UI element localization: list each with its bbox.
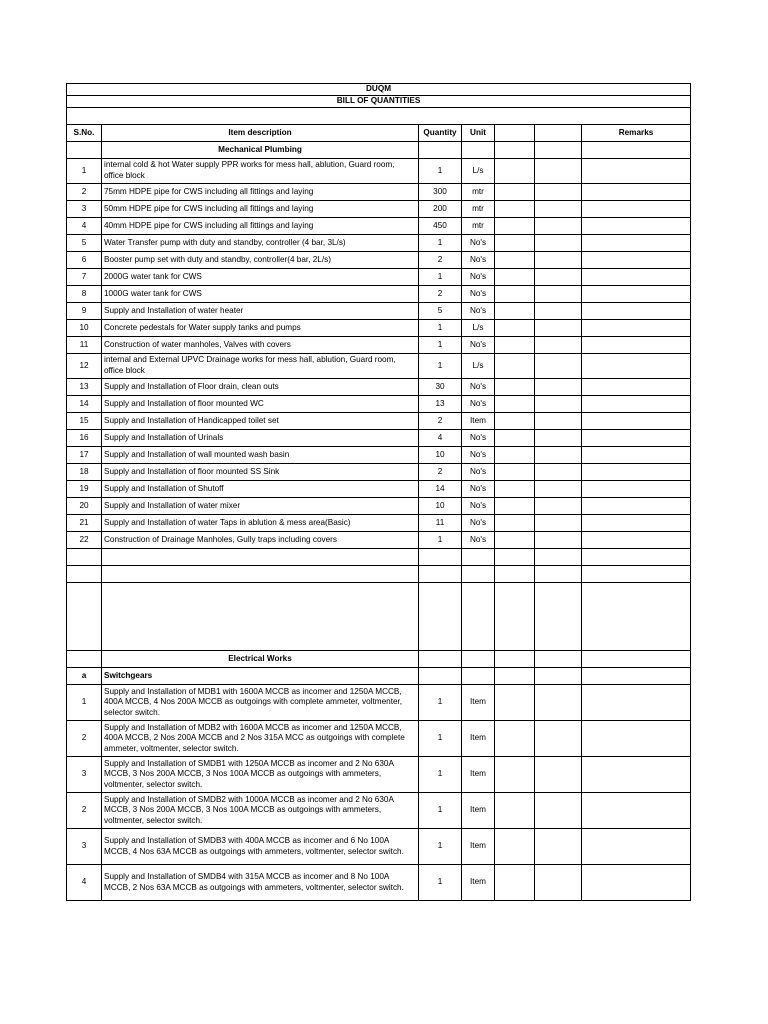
- table-row: [67, 337, 691, 354]
- row-remarks: [582, 218, 691, 235]
- row-empty-cell: [495, 252, 535, 269]
- row-unit: No's: [462, 379, 495, 396]
- row-empty-cell: [535, 685, 582, 721]
- table-row: [67, 252, 691, 269]
- row-unit: mtr: [462, 218, 495, 235]
- row-sno: 9: [67, 303, 102, 320]
- row-unit: L/s: [462, 159, 495, 184]
- row-description: 50mm HDPE pipe for CWS including all fittings and laying: [102, 201, 419, 218]
- table-row: [67, 286, 691, 303]
- row-sno: 10: [67, 320, 102, 337]
- row-empty-cell: [495, 430, 535, 447]
- row-empty-cell: [535, 354, 582, 379]
- row-remarks: [582, 413, 691, 430]
- row-remarks: [582, 269, 691, 286]
- row-empty-cell: [535, 721, 582, 757]
- row-quantity: 11: [419, 515, 462, 532]
- row-remarks: [582, 447, 691, 464]
- row-empty-cell: [535, 396, 582, 413]
- section-heading-row: [67, 651, 691, 668]
- row-unit: Item: [462, 721, 495, 757]
- row-sno: 3: [67, 829, 102, 865]
- row-remarks: [582, 396, 691, 413]
- row-description: Supply and Installation of water mixer: [102, 498, 419, 515]
- row-empty-cell: [535, 303, 582, 320]
- table-row: [67, 515, 691, 532]
- row-description: Supply and Installation of Floor drain, clean outs: [102, 379, 419, 396]
- row-unit: No's: [462, 532, 495, 549]
- table-row: [67, 685, 691, 721]
- row-empty-cell: [495, 447, 535, 464]
- section-heading-electrical: Electrical Works: [102, 651, 419, 668]
- table-row: [67, 184, 691, 201]
- row-quantity: 1: [419, 532, 462, 549]
- row-remarks: [582, 337, 691, 354]
- row-sno: 1: [67, 685, 102, 721]
- row-empty-cell: [535, 235, 582, 252]
- row-unit: No's: [462, 498, 495, 515]
- row-empty-cell: [535, 159, 582, 184]
- empty-row: [67, 549, 691, 566]
- row-unit: No's: [462, 303, 495, 320]
- row-quantity: 1: [419, 235, 462, 252]
- table-row: [67, 379, 691, 396]
- row-empty-cell: [495, 201, 535, 218]
- row-remarks: [582, 793, 691, 829]
- row-sno: 11: [67, 337, 102, 354]
- title-row: [67, 84, 691, 96]
- subsection-sno: a: [67, 668, 102, 685]
- row-description: Supply and Installation of Urinals: [102, 430, 419, 447]
- row-empty-cell: [535, 184, 582, 201]
- row-empty-cell: [535, 269, 582, 286]
- row-description: Booster pump set with duty and standby, controller(4 bar, 2L/s): [102, 252, 419, 269]
- row-quantity: 5: [419, 303, 462, 320]
- row-remarks: [582, 354, 691, 379]
- row-description: Construction of water manholes, Valves with covers: [102, 337, 419, 354]
- row-empty-cell: [535, 481, 582, 498]
- row-empty-cell: [535, 379, 582, 396]
- row-quantity: 1: [419, 721, 462, 757]
- row-remarks: [582, 865, 691, 901]
- row-description: internal cold & hot Water supply PPR works for mess hall, ablution, Guard room, office block: [102, 159, 419, 184]
- row-sno: 12: [67, 354, 102, 379]
- row-empty-cell: [495, 235, 535, 252]
- row-remarks: [582, 829, 691, 865]
- empty-row: [67, 566, 691, 583]
- column-header-row: [67, 125, 691, 142]
- row-remarks: [582, 159, 691, 184]
- row-remarks: [582, 201, 691, 218]
- row-quantity: 2: [419, 252, 462, 269]
- row-empty-cell: [495, 865, 535, 901]
- row-unit: No's: [462, 337, 495, 354]
- row-empty-cell: [535, 757, 582, 793]
- table-row: [67, 430, 691, 447]
- row-description: Concrete pedestals for Water supply tanks and pumps: [102, 320, 419, 337]
- row-unit: Item: [462, 757, 495, 793]
- row-remarks: [582, 303, 691, 320]
- table-row: [67, 201, 691, 218]
- section-heading-mechanical: Mechanical Plumbing: [102, 142, 419, 159]
- row-unit: No's: [462, 481, 495, 498]
- row-empty-cell: [495, 481, 535, 498]
- row-description: 2000G water tank for CWS: [102, 269, 419, 286]
- row-empty-cell: [495, 685, 535, 721]
- row-unit: No's: [462, 252, 495, 269]
- row-sno: 17: [67, 447, 102, 464]
- row-empty-cell: [535, 286, 582, 303]
- table-row: [67, 218, 691, 235]
- row-unit: Item: [462, 865, 495, 901]
- row-description: Supply and Installation of Shutoff: [102, 481, 419, 498]
- row-description: Supply and Installation of SMDB3 with 400A MCCB as incomer and 6 No 100A MCCB, 4 Nos 63A MCCB as outgoings with ammeters, voltmenter, selector switch.: [102, 829, 419, 865]
- table-row: [67, 303, 691, 320]
- row-empty-cell: [495, 303, 535, 320]
- row-empty-cell: [535, 532, 582, 549]
- table-row: [67, 464, 691, 481]
- row-quantity: 450: [419, 218, 462, 235]
- table-row: [67, 269, 691, 286]
- table-row: [67, 793, 691, 829]
- row-quantity: 1: [419, 354, 462, 379]
- row-quantity: 14: [419, 481, 462, 498]
- row-unit: L/s: [462, 354, 495, 379]
- row-empty-cell: [495, 757, 535, 793]
- header-quantity: Quantity: [419, 125, 462, 142]
- row-empty-cell: [495, 413, 535, 430]
- row-sno: 3: [67, 201, 102, 218]
- row-empty-cell: [535, 447, 582, 464]
- row-empty-cell: [495, 464, 535, 481]
- row-remarks: [582, 184, 691, 201]
- row-quantity: 10: [419, 447, 462, 464]
- table-row: [67, 532, 691, 549]
- row-description: Supply and Installation of SMDB4 with 315A MCCB as incomer and 8 No 100A MCCB, 2 Nos 63A MCCB as outgoings with ammeters, voltmenter, selector switch.: [102, 865, 419, 901]
- row-sno: 4: [67, 865, 102, 901]
- row-description: Supply and Installation of floor mounted SS Sink: [102, 464, 419, 481]
- row-quantity: 300: [419, 184, 462, 201]
- table-row: [67, 498, 691, 515]
- header-item-description: Item description: [102, 125, 419, 142]
- row-sno: 14: [67, 396, 102, 413]
- row-empty-cell: [535, 515, 582, 532]
- row-empty-cell: [495, 269, 535, 286]
- table-row: [67, 320, 691, 337]
- row-unit: Item: [462, 413, 495, 430]
- row-sno: 8: [67, 286, 102, 303]
- row-empty-cell: [535, 320, 582, 337]
- row-description: Supply and Installation of MDB2 with 1600A MCCB as incomer and 1250A MCCB, 400A MCCB, 2 Nos 200A MCCB and 2 Nos 315A MCC as outgoings with complete ammeter, voltmenter, selector switch.: [102, 721, 419, 757]
- row-quantity: 200: [419, 201, 462, 218]
- row-empty-cell: [495, 159, 535, 184]
- row-sno: 1: [67, 159, 102, 184]
- document-title: DUQM: [67, 84, 691, 96]
- row-remarks: [582, 481, 691, 498]
- row-empty-cell: [495, 184, 535, 201]
- row-description: Supply and Installation of floor mounted WC: [102, 396, 419, 413]
- row-remarks: [582, 532, 691, 549]
- row-empty-cell: [535, 793, 582, 829]
- row-description: internal and External UPVC Drainage works for mess hall, ablution, Guard room, office block: [102, 354, 419, 379]
- row-sno: 16: [67, 430, 102, 447]
- row-empty-cell: [495, 379, 535, 396]
- row-unit: No's: [462, 396, 495, 413]
- row-description: Supply and Installation of water heater: [102, 303, 419, 320]
- row-empty-cell: [535, 464, 582, 481]
- row-remarks: [582, 464, 691, 481]
- boq-sheet: [66, 83, 690, 901]
- row-unit: mtr: [462, 201, 495, 218]
- header-sno: S.No.: [67, 125, 102, 142]
- row-empty-cell: [495, 793, 535, 829]
- row-sno: 5: [67, 235, 102, 252]
- row-unit: No's: [462, 235, 495, 252]
- row-sno: 22: [67, 532, 102, 549]
- table-row: [67, 396, 691, 413]
- row-sno: 2: [67, 184, 102, 201]
- row-remarks: [582, 498, 691, 515]
- table-row: [67, 721, 691, 757]
- row-empty-cell: [535, 413, 582, 430]
- row-empty-cell: [495, 721, 535, 757]
- subsection-row: [67, 668, 691, 685]
- row-empty-cell: [495, 498, 535, 515]
- row-empty-cell: [495, 515, 535, 532]
- row-unit: No's: [462, 515, 495, 532]
- row-empty-cell: [495, 532, 535, 549]
- row-remarks: [582, 320, 691, 337]
- row-unit: No's: [462, 464, 495, 481]
- row-unit: No's: [462, 269, 495, 286]
- row-empty-cell: [495, 337, 535, 354]
- row-quantity: 1: [419, 829, 462, 865]
- row-remarks: [582, 286, 691, 303]
- row-quantity: 13: [419, 396, 462, 413]
- row-quantity: 30: [419, 379, 462, 396]
- spacer-row: [67, 108, 691, 125]
- row-quantity: 1: [419, 793, 462, 829]
- row-quantity: 1: [419, 865, 462, 901]
- header-unit: Unit: [462, 125, 495, 142]
- row-description: Supply and Installation of MDB1 with 1600A MCCB as incomer and 1250A MCCB, 400A MCCB, 4 Nos 200A MCCB as outgoings with complete ammeter, voltmenter, selector switch.: [102, 685, 419, 721]
- row-empty-cell: [535, 430, 582, 447]
- row-quantity: 2: [419, 464, 462, 481]
- table-row: [67, 235, 691, 252]
- table-row: [67, 865, 691, 901]
- row-unit: Item: [462, 793, 495, 829]
- row-sno: 6: [67, 252, 102, 269]
- row-sno: 3: [67, 757, 102, 793]
- row-description: Supply and Installation of SMDB1 with 1250A MCCB as incomer and 2 No 630A MCCB, 3 Nos 200A MCCB, 3 Nos 100A MCCB as outgoings with ammeters, voltmenter, selector switch.: [102, 757, 419, 793]
- row-empty-cell: [535, 865, 582, 901]
- row-quantity: 2: [419, 286, 462, 303]
- row-empty-cell: [535, 252, 582, 269]
- row-description: Water Transfer pump with duty and standby, controller (4 bar, 3L/s): [102, 235, 419, 252]
- row-empty-cell: [495, 396, 535, 413]
- row-quantity: 1: [419, 159, 462, 184]
- document-subtitle: BILL OF QUANTITIES: [67, 96, 691, 108]
- subsection-heading: Switchgears: [102, 668, 419, 685]
- table-row: [67, 447, 691, 464]
- row-unit: No's: [462, 447, 495, 464]
- row-description: Supply and Installation of SMDB2 with 1000A MCCB as incomer and 2 No 630A MCCB, 3 Nos 200A MCCB, 3 Nos 100A MCCB as outgoings with ammeters, voltmenter, selector switch.: [102, 793, 419, 829]
- table-row: [67, 481, 691, 498]
- row-quantity: 4: [419, 430, 462, 447]
- row-quantity: 2: [419, 413, 462, 430]
- row-sno: 21: [67, 515, 102, 532]
- row-sno: 13: [67, 379, 102, 396]
- header-remarks: Remarks: [582, 125, 691, 142]
- row-description: 1000G water tank for CWS: [102, 286, 419, 303]
- row-sno: 18: [67, 464, 102, 481]
- row-remarks: [582, 430, 691, 447]
- row-unit: Item: [462, 829, 495, 865]
- table-row: [67, 757, 691, 793]
- row-remarks: [582, 721, 691, 757]
- row-empty-cell: [495, 354, 535, 379]
- row-remarks: [582, 379, 691, 396]
- row-quantity: 1: [419, 337, 462, 354]
- row-sno: 19: [67, 481, 102, 498]
- subtitle-row: [67, 96, 691, 108]
- row-remarks: [582, 757, 691, 793]
- row-empty-cell: [535, 498, 582, 515]
- table-row: [67, 159, 691, 184]
- boq-table: [66, 83, 691, 901]
- row-sno: 20: [67, 498, 102, 515]
- row-description: Construction of Drainage Manholes, Gully traps including covers: [102, 532, 419, 549]
- table-row: [67, 354, 691, 379]
- row-unit: L/s: [462, 320, 495, 337]
- row-empty-cell: [535, 829, 582, 865]
- row-remarks: [582, 235, 691, 252]
- row-unit: Item: [462, 685, 495, 721]
- row-description: Supply and Installation of wall mounted wash basin: [102, 447, 419, 464]
- row-unit: No's: [462, 430, 495, 447]
- row-empty-cell: [535, 218, 582, 235]
- row-remarks: [582, 515, 691, 532]
- row-quantity: 10: [419, 498, 462, 515]
- row-empty-cell: [495, 320, 535, 337]
- row-empty-cell: [535, 337, 582, 354]
- row-empty-cell: [495, 218, 535, 235]
- row-sno: 4: [67, 218, 102, 235]
- row-remarks: [582, 252, 691, 269]
- row-unit: No's: [462, 286, 495, 303]
- row-description: Supply and Installation of water Taps in ablution & mess area(Basic): [102, 515, 419, 532]
- row-quantity: 1: [419, 269, 462, 286]
- row-remarks: [582, 685, 691, 721]
- row-empty-cell: [535, 201, 582, 218]
- row-quantity: 1: [419, 320, 462, 337]
- table-row: [67, 413, 691, 430]
- row-quantity: 1: [419, 685, 462, 721]
- row-unit: mtr: [462, 184, 495, 201]
- row-empty-cell: [495, 286, 535, 303]
- row-description: Supply and Installation of Handicapped toilet set: [102, 413, 419, 430]
- empty-row: [67, 583, 691, 651]
- row-empty-cell: [495, 829, 535, 865]
- row-sno: 7: [67, 269, 102, 286]
- row-description: 40mm HDPE pipe for CWS including all fittings and laying: [102, 218, 419, 235]
- row-description: 75mm HDPE pipe for CWS including all fittings and laying: [102, 184, 419, 201]
- table-row: [67, 829, 691, 865]
- row-quantity: 1: [419, 757, 462, 793]
- row-sno: 15: [67, 413, 102, 430]
- row-sno: 2: [67, 721, 102, 757]
- row-sno: 2: [67, 793, 102, 829]
- section-heading-row: [67, 142, 691, 159]
